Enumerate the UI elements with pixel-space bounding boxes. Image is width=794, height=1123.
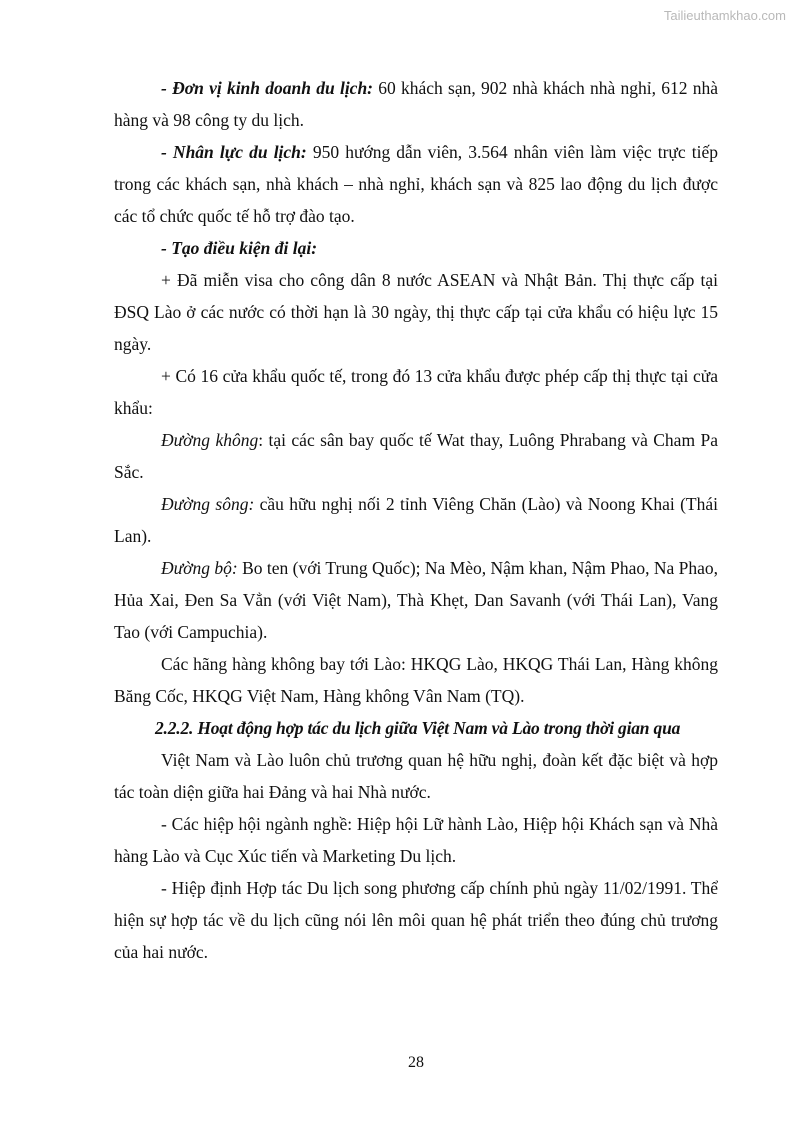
page-number: 28 xyxy=(408,1054,424,1071)
paragraph-label: - Tạo điều kiện đi lại: xyxy=(161,238,318,258)
paragraph-text: - Hiệp định Hợp tác Du lịch song phương cấp chính phủ ngày 11/02/1991. Thể hiện sự hợp tác về du lịch cũng nói lên môi quan hệ phát triển theo đúng chủ trương của hai nước. xyxy=(114,878,718,962)
paragraph-text: Bo ten (với Trung Quốc); Na Mèo, Nậm khan, Nậm Phao, Na Phao, Hủa Xai, Đen Sa Vẳn (với Việt Nam), Thà Khẹt, Dan Savanh (với Thái Lan), Vang Tao (với Campuchia). xyxy=(114,558,718,642)
paragraph-label: - Nhân lực du lịch: xyxy=(161,142,307,162)
paragraph-text: : tại các sân bay quốc tế Wat thay, Luông Phrabang và Cham Pa Sắc. xyxy=(114,430,718,482)
paragraph-text: + Có 16 cửa khẩu quốc tế, trong đó 13 cửa khẩu được phép cấp thị thực tại cửa khẩu: xyxy=(114,366,718,418)
paragraph-travel-facilitation xyxy=(114,232,718,264)
paragraph-label: - Đơn vị kinh doanh du lịch: xyxy=(161,78,374,98)
paragraph-text: cầu hữu nghị nối 2 tỉnh Viêng Chăn (Lào) và Noong Khai (Thái Lan). xyxy=(114,494,718,546)
paragraph-relations xyxy=(114,744,718,808)
paragraph-text: 950 hướng dẫn viên, 3.564 nhân viên làm việc trực tiếp trong các khách sạn, nhà khách – nhà nghỉ, khách sạn và 825 lao động du lịch được các tổ chức quốc tế hỗ trợ đào tạo. xyxy=(114,142,718,226)
paragraph-text: Việt Nam và Lào luôn chủ trương quan hệ hữu nghị, đoàn kết đặc biệt và hợp tác toàn diện giữa hai Đảng và hai Nhà nước. xyxy=(114,750,718,802)
paragraph-text: + Đã miễn visa cho công dân 8 nước ASEAN và Nhật Bản. Thị thực cấp tại ĐSQ Lào ở các nước có thời hạn là 30 ngày, thị thực cấp tại cửa khẩu có hiệu lực 15 ngày. xyxy=(114,270,718,354)
paragraph-airways xyxy=(114,424,718,488)
paragraph-tourism-labor xyxy=(114,136,718,232)
paragraph-label: Đường bộ: xyxy=(161,558,238,578)
document-body xyxy=(114,72,718,968)
paragraph-visa-exemption xyxy=(114,264,718,360)
paragraph-text: 60 khách sạn, 902 nhà khách nhà nghỉ, 612 nhà hàng và 98 công ty du lịch. xyxy=(114,78,719,130)
paragraph-waterways xyxy=(114,488,718,552)
paragraph-agreement xyxy=(114,872,718,968)
paragraph-roads xyxy=(114,552,718,648)
paragraph-text: - Các hiệp hội ngành nghề: Hiệp hội Lữ hành Lào, Hiệp hội Khách sạn và Nhà hàng Lào và Cục Xúc tiến và Marketing Du lịch. xyxy=(114,814,718,866)
paragraph-airlines xyxy=(114,648,718,712)
paragraph-label: Đường không xyxy=(161,430,259,450)
paragraph-business-units xyxy=(114,72,718,136)
section-heading: 2.2.2. Hoạt động hợp tác du lịch giữa Việt Nam và Lào trong thời gian qua xyxy=(155,718,681,738)
watermark: Tailieuthamkhao.com xyxy=(663,8,786,23)
paragraph-label: Đường sông: xyxy=(161,494,255,514)
paragraph-associations xyxy=(114,808,718,872)
paragraph-border-gates xyxy=(114,360,718,424)
paragraph-text: Các hãng hàng không bay tới Lào: HKQG Lào, HKQG Thái Lan, Hàng không Băng Cốc, HKQG Việt Nam, Hàng không Vân Nam (TQ). xyxy=(114,654,718,706)
